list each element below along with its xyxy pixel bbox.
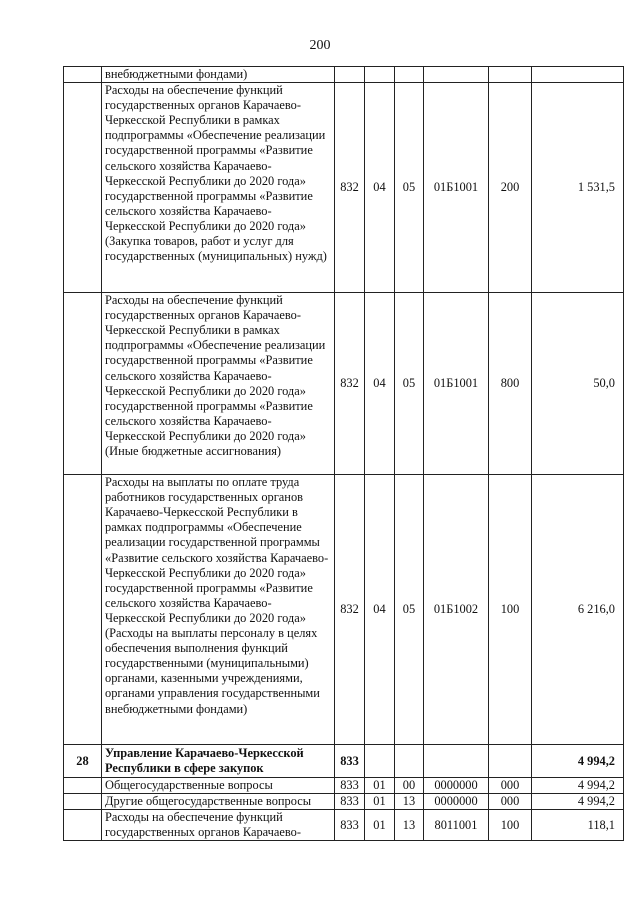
table-row (64, 810, 624, 841)
row-subsection-code (395, 745, 424, 778)
row-section-code (365, 67, 395, 83)
row-ved-code: 832 (335, 475, 365, 745)
row-target-article: 01Б1002 (424, 475, 489, 745)
row-name: внебюджетными фондами) (102, 67, 335, 83)
row-subsection-code (395, 67, 424, 83)
row-subsection-code: 05 (395, 475, 424, 745)
row-amount: 50,0 (532, 293, 624, 475)
table-row (64, 778, 624, 794)
row-subsection-code: 13 (395, 794, 424, 810)
row-ved-code (335, 67, 365, 83)
row-number (64, 293, 102, 475)
row-ved-code: 832 (335, 293, 365, 475)
row-name: Общегосударственные вопросы (102, 778, 335, 794)
row-section-code: 04 (365, 83, 395, 293)
row-section-code: 01 (365, 794, 395, 810)
row-target-article (424, 745, 489, 778)
row-amount: 6 216,0 (532, 475, 624, 745)
row-subsection-code: 13 (395, 810, 424, 841)
row-section-code: 04 (365, 293, 395, 475)
row-subsection-code: 05 (395, 83, 424, 293)
row-subsection-code: 05 (395, 293, 424, 475)
row-target-article: 01Б1001 (424, 83, 489, 293)
row-name: Расходы на обеспечение функций государственных органов Карачаево-Черкесской Республики в рамках подпрограммы «Обеспечение реализации государственной программы «Развитие сельского хозяйства Карачаево-Черкесской Республики до 2020 года» государственной программы «Развитие сельского хозяйства Карачаево-Черкесской Республики до 2020 года» (Закупка товаров, работ и услуг для государственных (муниципальных) нужд) (102, 83, 335, 293)
row-target-article: 01Б1001 (424, 293, 489, 475)
row-number (64, 810, 102, 841)
row-section-code: 04 (365, 475, 395, 745)
row-target-article (424, 67, 489, 83)
row-amount (532, 67, 624, 83)
row-name: Расходы на обеспечение функций государственных органов Карачаево-Черкесской Республики в рамках подпрограммы «Обеспечение реализации государственной программы «Развитие сельского хозяйства Карачаево-Черкесской Республики до 2020 года» государственной программы «Развитие сельского хозяйства Карачаево-Черкесской Республики до 2020 года» (Иные бюджетные ассигнования) (102, 293, 335, 475)
row-name: Управление Карачаево-Черкесской Республики в сфере закупок (102, 745, 335, 778)
row-target-article: 0000000 (424, 778, 489, 794)
row-number (64, 778, 102, 794)
table-row (64, 745, 624, 778)
row-target-article: 8011001 (424, 810, 489, 841)
row-expense-type (489, 745, 532, 778)
row-amount: 118,1 (532, 810, 624, 841)
row-ved-code: 832 (335, 83, 365, 293)
row-number (64, 67, 102, 83)
row-subsection-code: 00 (395, 778, 424, 794)
row-target-article: 0000000 (424, 794, 489, 810)
table-row (64, 293, 624, 475)
row-number: 28 (64, 745, 102, 778)
row-expense-type: 000 (489, 778, 532, 794)
row-expense-type (489, 67, 532, 83)
row-name: Расходы на выплаты по оплате труда работников государственных органов Карачаево-Черкесской Республики в рамках подпрограммы «Обеспечение реализации государственной программы «Развитие сельского хозяйства Карачаево-Черкесской Республики до 2020 года» государственной программы «Развитие сельского хозяйства Карачаево-Черкесской Республики до 2020 года» (Расходы на выплаты персоналу в целях обеспечения выполнения функций государственными (муниципальными) органами, казенными учреждениями, органами управления государственными внебюджетными фондами) (102, 475, 335, 745)
row-ved-code: 833 (335, 794, 365, 810)
table-row (64, 67, 624, 83)
table-row (64, 475, 624, 745)
budget-table (63, 66, 624, 841)
page-number: 200 (309, 38, 331, 53)
row-number (64, 83, 102, 293)
row-name: Расходы на обеспечение функций государственных органов Карачаево- (102, 810, 335, 841)
row-section-code: 01 (365, 810, 395, 841)
row-number (64, 794, 102, 810)
row-expense-type: 100 (489, 475, 532, 745)
row-section-code (365, 745, 395, 778)
row-section-code: 01 (365, 778, 395, 794)
row-expense-type: 200 (489, 83, 532, 293)
row-ved-code: 833 (335, 810, 365, 841)
row-name: Другие общегосударственные вопросы (102, 794, 335, 810)
row-amount: 4 994,2 (532, 778, 624, 794)
row-amount: 4 994,2 (532, 794, 624, 810)
row-amount: 1 531,5 (532, 83, 624, 293)
row-expense-type: 800 (489, 293, 532, 475)
row-expense-type: 100 (489, 810, 532, 841)
table-row (64, 83, 624, 293)
row-ved-code: 833 (335, 778, 365, 794)
row-number (64, 475, 102, 745)
row-amount: 4 994,2 (532, 745, 624, 778)
table-row (64, 794, 624, 810)
row-expense-type: 000 (489, 794, 532, 810)
row-ved-code: 833 (335, 745, 365, 778)
